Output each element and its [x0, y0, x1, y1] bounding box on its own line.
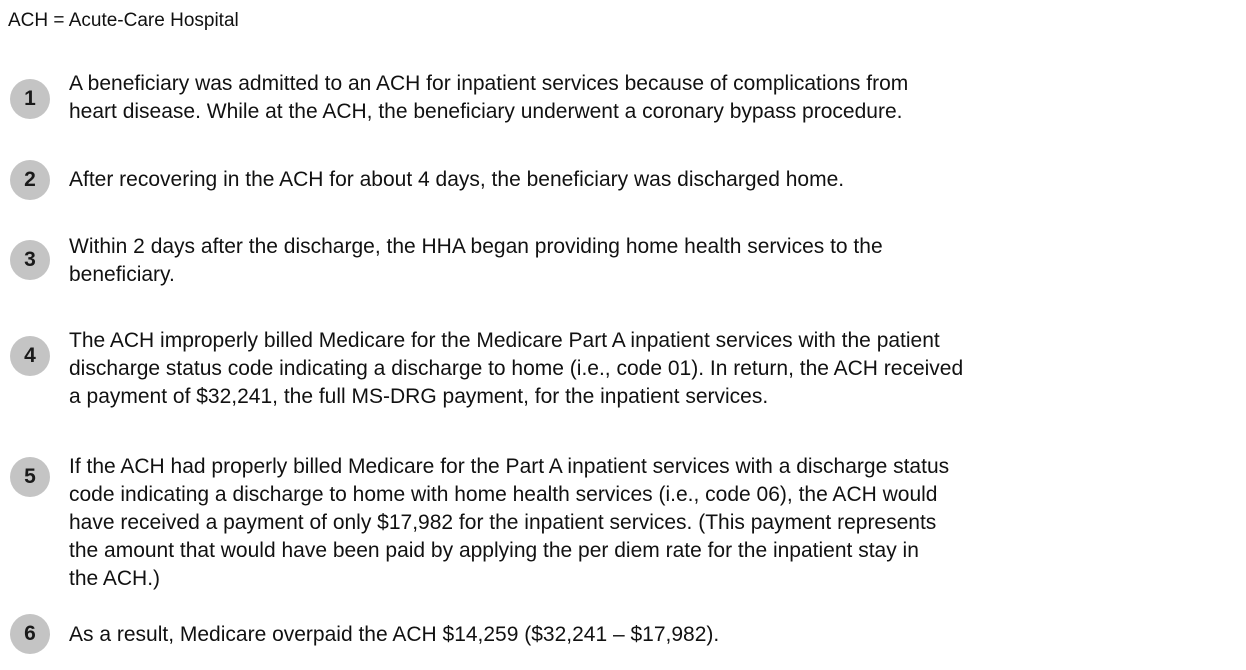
step-text	[69, 621, 1239, 649]
step-text-line: the ACH.)	[69, 567, 161, 590]
step-text-line: a payment of $32,241, the full MS-DRG payment, for the inpatient services.	[69, 385, 769, 408]
step-text-line: A beneficiary was admitted to an ACH for inpatient services because of complications from	[69, 72, 909, 95]
step-number-badge: 2	[10, 160, 50, 200]
step-text	[69, 233, 1239, 289]
step-text-line: have received a payment of only $17,982 for the inpatient services. (This payment represents	[69, 511, 937, 534]
step-text	[69, 453, 1239, 593]
step-text-line: the amount that would have been paid by applying the per diem rate for the inpatient stay in	[69, 539, 919, 562]
step-number-badge: 1	[10, 79, 50, 119]
step-text-line: The ACH improperly billed Medicare for the Medicare Part A inpatient services with the patient	[69, 329, 940, 352]
step-text-line: heart disease. While at the ACH, the beneficiary underwent a coronary bypass procedure.	[69, 100, 903, 123]
step-text-line: After recovering in the ACH for about 4 days, the beneficiary was discharged home.	[69, 168, 845, 191]
step-text-line: code indicating a discharge to home with home health services (i.e., code 06), the ACH would	[69, 483, 938, 506]
step-number-badge: 4	[10, 336, 50, 376]
step-text	[69, 70, 1239, 126]
step-number-badge: 6	[10, 614, 50, 654]
step-text-line: As a result, Medicare overpaid the ACH $14,259 ($32,241 – $17,982).	[69, 623, 720, 646]
step-text	[69, 327, 1239, 411]
step-number-badge: 5	[10, 457, 50, 497]
legend-text: ACH = Acute-Care Hospital	[8, 10, 239, 31]
step-text	[69, 166, 1239, 194]
step-text-line: discharge status code indicating a discharge to home (i.e., code 01). In return, the ACH received	[69, 357, 964, 380]
step-text-line: Within 2 days after the discharge, the HHA began providing home health services to the	[69, 235, 883, 258]
step-number-badge: 3	[10, 240, 50, 280]
step-text-line: beneficiary.	[69, 263, 175, 286]
step-text-line: If the ACH had properly billed Medicare for the Part A inpatient services with a discharge status	[69, 455, 950, 478]
